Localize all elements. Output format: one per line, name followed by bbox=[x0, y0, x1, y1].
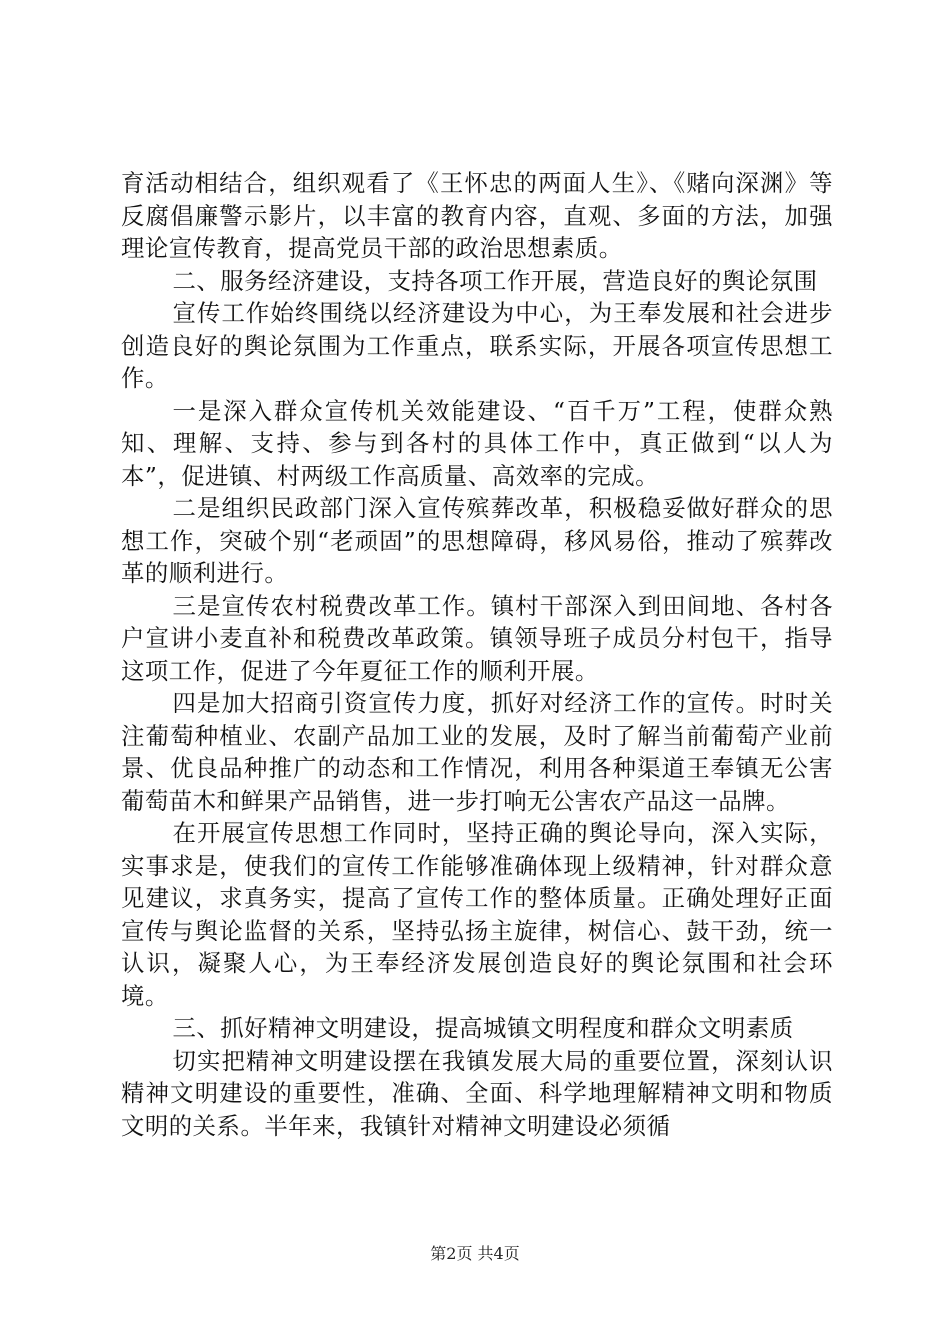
paragraph-4: 一是深入群众宣传机关效能建设、“百千万”工程，使群众熟知、理解、支持、参与到各村的具体工作中，真正做到“以人为本”，促进镇、村两级工作高质量、高效率的完成。 bbox=[121, 396, 833, 490]
paragraph-10: 切实把精神文明建设摆在我镇发展大局的重要位置，深刻认识精神文明建设的重要性，准确、全面、科学地理解精神文明和物质文明的关系。半年来，我镇针对精神文明建设必须循 bbox=[121, 1046, 833, 1140]
section-heading-3: 三、抓好精神文明建设，提高城镇文明程度和群众文明素质 bbox=[172, 1014, 794, 1042]
paragraph-7: 四是加大招商引资宣传力度，抓好对经济工作的宣传。时时关注葡萄种植业、农副产品加工业的发展，及时了解当前葡萄产业前景、优良品种推广的动态和工作情况，利用各种渠道王奉镇无公害葡萄苗木和鲜果产品销售，进一步打响无公害农产品这一品牌。 bbox=[121, 689, 833, 815]
page-footer bbox=[0, 1241, 950, 1264]
paragraph-3: 宣传工作始终围绕以经济建设为中心，为王奉发展和社会进步创造良好的舆论氛围为工作重点，联系实际，开展各项宣传思想工作。 bbox=[121, 299, 833, 392]
paragraph-8: 在开展宣传思想工作同时，坚持正确的舆论导向，深入实际，实事求是，使我们的宣传工作能够准确体现上级精神，针对群众意见建议，求真务实，提高了宣传工作的整体质量。正确处理好正面宣传与舆论监督的关系，坚持弘扬主旋律，树信心、鼓干劲，统一认识，凝聚人心，为王奉经济发展创造良好的舆论氛围和社会环境。 bbox=[121, 819, 833, 1010]
paragraph-5: 二是组织民政部门深入宣传殡葬改革，积极稳妥做好群众的思想工作，突破个别“老顽固”的思想障碍，移风易俗，推动了殡葬改革的顺利进行。 bbox=[121, 494, 833, 587]
section-heading-2: 二、服务经济建设，支持各项工作开展，营造良好的舆论氛围 bbox=[172, 266, 818, 295]
page-number-label: 第2页 共4页 bbox=[430, 1244, 520, 1263]
paragraph-1: 育活动相结合，组织观看了《王怀忠的两面人生》、《赌向深渊》等反腐倡廉警示影片，以丰富的教育内容，直观、多面的方法，加强理论宣传教育，提高党员干部的政治思想素质。 bbox=[121, 169, 833, 262]
paragraph-6: 三是宣传农村税费改革工作。镇村干部深入到田间地、各村各户宣讲小麦直补和税费改革政策。镇领导班子成员分村包干，指导这项工作，促进了今年夏征工作的顺利开展。 bbox=[121, 591, 833, 685]
document-body bbox=[121, 167, 833, 1142]
